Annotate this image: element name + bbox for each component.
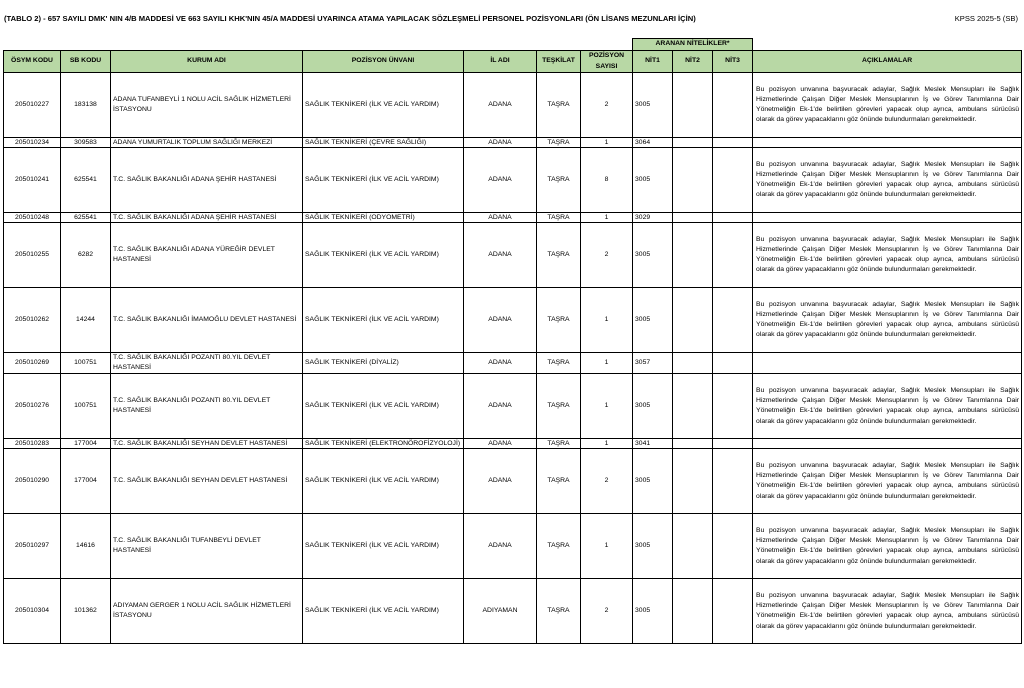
nit1: 3064 (633, 138, 673, 148)
teskilat: TAŞRA (537, 579, 581, 644)
pozisyon-sayisi: 1 (581, 288, 633, 353)
osym-kodu: 205010283 (4, 439, 61, 449)
teskilat: TAŞRA (537, 148, 581, 213)
pozisyon-unvani: SAĞLIK TEKNİKERİ (İLK VE ACİL YARDIM) (303, 374, 464, 439)
nit1: 3057 (633, 353, 673, 374)
sb-kodu: 177004 (61, 449, 111, 514)
pozisyon-unvani: SAĞLIK TEKNİKERİ (İLK VE ACİL YARDIM) (303, 148, 464, 213)
nit1: 3005 (633, 223, 673, 288)
table-row (4, 449, 1022, 514)
nit3 (713, 73, 753, 138)
sb-kodu: 183138 (61, 73, 111, 138)
nit2 (673, 374, 713, 439)
kurum-adi: ADANA YUMURTALIK TOPLUM SAĞLIĞI MERKEZİ (111, 138, 303, 148)
il-adi: ADANA (464, 514, 537, 579)
col-nit3: NİT3 (713, 51, 753, 73)
il-adi: ADANA (464, 439, 537, 449)
aciklama: Bu pozisyon unvanına başvuracak adaylar, Sağlık Meslek Mensupları ile Sağlık Hizmetlerinde Çalışan Diğer Meslek Mensuplarının İş ve Görev Tanımlarına Dair Yönetmeliğin Ek-1'de belirtilen görevleri yapacak olup ayrıca, ambulans sürücüsü olarak da görev yapacaklarını göz önünde bulundurmaları gerekmektedir. (753, 374, 1022, 439)
nit2 (673, 449, 713, 514)
osym-kodu: 205010269 (4, 353, 61, 374)
col-pozisyon-unvani: POZİSYON ÜNVANI (303, 51, 464, 73)
pozisyon-sayisi: 8 (581, 148, 633, 213)
nit3 (713, 514, 753, 579)
nit2 (673, 514, 713, 579)
il-adi: ADANA (464, 374, 537, 439)
aciklama: Bu pozisyon unvanına başvuracak adaylar, Sağlık Meslek Mensupları ile Sağlık Hizmetlerinde Çalışan Diğer Meslek Mensuplarının İş ve Görev Tanımlarına Dair Yönetmeliğin Ek-1'de belirtilen görevleri yapacak olup ayrıca, ambulans sürücüsü olarak da görev yapacaklarını göz önünde bulundurmaları gerekmektedir. (753, 449, 1022, 514)
teskilat: TAŞRA (537, 138, 581, 148)
aciklama: Bu pozisyon unvanına başvuracak adaylar, Sağlık Meslek Mensupları ile Sağlık Hizmetlerinde Çalışan Diğer Meslek Mensuplarının İş ve Görev Tanımlarına Dair Yönetmeliğin Ek-1'de belirtilen görevleri yapacak olup ayrıca, ambulans sürücüsü olarak da görev yapacaklarını göz önünde bulundurmaları gerekmektedir. (753, 223, 1022, 288)
aciklama: Bu pozisyon unvanına başvuracak adaylar, Sağlık Meslek Mensupları ile Sağlık Hizmetlerinde Çalışan Diğer Meslek Mensuplarının İş ve Görev Tanımlarına Dair Yönetmeliğin Ek-1'de belirtilen görevleri yapacak olup ayrıca, ambulans sürücüsü olarak da görev yapacaklarını göz önünde bulundurmaları gerekmektedir. (753, 288, 1022, 353)
nit3 (713, 449, 753, 514)
osym-kodu: 205010290 (4, 449, 61, 514)
nit1: 3041 (633, 439, 673, 449)
osym-kodu: 205010255 (4, 223, 61, 288)
il-adi: ADIYAMAN (464, 579, 537, 644)
header-spacer (4, 39, 633, 51)
kurum-adi: T.C. SAĞLIK BAKANLIĞI ADANA ŞEHİR HASTANESİ (111, 213, 303, 223)
teskilat: TAŞRA (537, 213, 581, 223)
kurum-adi: T.C. SAĞLIK BAKANLIĞI TUFANBEYLİ DEVLET HASTANESİ (111, 514, 303, 579)
nit3 (713, 148, 753, 213)
nit3 (713, 288, 753, 353)
pozisyon-sayisi: 1 (581, 374, 633, 439)
aciklama-empty (753, 138, 1022, 148)
sb-kodu: 6282 (61, 223, 111, 288)
aciklama-empty (753, 353, 1022, 374)
pozisyon-unvani: SAĞLIK TEKNİKERİ (İLK VE ACİL YARDIM) (303, 223, 464, 288)
pozisyon-sayisi: 1 (581, 514, 633, 579)
sb-kodu: 14244 (61, 288, 111, 353)
aciklama-empty (753, 439, 1022, 449)
nit2 (673, 439, 713, 449)
aciklama: Bu pozisyon unvanına başvuracak adaylar, Sağlık Meslek Mensupları ile Sağlık Hizmetlerinde Çalışan Diğer Meslek Mensuplarının İş ve Görev Tanımlarına Dair Yönetmeliğin Ek-1'de belirtilen görevleri yapacak olup ayrıca, ambulans sürücüsü olarak da görev yapacaklarını göz önünde bulundurmaları gerekmektedir. (753, 514, 1022, 579)
kurum-adi: T.C. SAĞLIK BAKANLIĞI SEYHAN DEVLET HASTANESİ (111, 449, 303, 514)
col-aciklamalar: AÇIKLAMALAR (753, 51, 1022, 73)
aciklama: Bu pozisyon unvanına başvuracak adaylar, Sağlık Meslek Mensupları ile Sağlık Hizmetlerinde Çalışan Diğer Meslek Mensuplarının İş ve Görev Tanımlarına Dair Yönetmeliğin Ek-1'de belirtilen görevleri yapacak olup ayrıca, ambulans sürücüsü olarak da görev yapacaklarını göz önünde bulundurmaları gerekmektedir. (753, 73, 1022, 138)
osym-kodu: 205010304 (4, 579, 61, 644)
osym-kodu: 205010248 (4, 213, 61, 223)
table-row (4, 374, 1022, 439)
sb-kodu: 625541 (61, 213, 111, 223)
kurum-adi: ADIYAMAN GERGER 1 NOLU ACİL SAĞLIK HİZMETLERİ İSTASYONU (111, 579, 303, 644)
kurum-adi: T.C. SAĞLIK BAKANLIĞI POZANTI 80.YIL DEVLET HASTANESİ (111, 353, 303, 374)
nit1: 3005 (633, 73, 673, 138)
nit1: 3005 (633, 449, 673, 514)
nit2 (673, 148, 713, 213)
pozisyon-sayisi: 2 (581, 449, 633, 514)
nit3 (713, 138, 753, 148)
aciklama: Bu pozisyon unvanına başvuracak adaylar, Sağlık Meslek Mensupları ile Sağlık Hizmetlerinde Çalışan Diğer Meslek Mensuplarının İş ve Görev Tanımlarına Dair Yönetmeliğin Ek-1'de belirtilen görevleri yapacak olup ayrıca, ambulans sürücüsü olarak da görev yapacaklarını göz önünde bulundurmaları gerekmektedir. (753, 148, 1022, 213)
nit2 (673, 138, 713, 148)
sb-kodu: 625541 (61, 148, 111, 213)
pozisyon-sayisi: 1 (581, 213, 633, 223)
osym-kodu: 205010241 (4, 148, 61, 213)
il-adi: ADANA (464, 148, 537, 213)
pozisyon-sayisi: 1 (581, 439, 633, 449)
nit1: 3005 (633, 579, 673, 644)
pozisyon-unvani: SAĞLIK TEKNİKERİ (ELEKTRONÖROFİZYOLOJİ) (303, 439, 464, 449)
table-row (4, 288, 1022, 353)
teskilat: TAŞRA (537, 514, 581, 579)
pozisyon-unvani: SAĞLIK TEKNİKERİ (DİYALİZ) (303, 353, 464, 374)
aciklama: Bu pozisyon unvanına başvuracak adaylar, Sağlık Meslek Mensupları ile Sağlık Hizmetlerinde Çalışan Diğer Meslek Mensuplarının İş ve Görev Tanımlarına Dair Yönetmeliğin Ek-1'de belirtilen görevleri yapacak olup ayrıca, ambulans sürücüsü olarak da görev yapacaklarını göz önünde bulundurmaları gerekmektedir. (753, 579, 1022, 644)
header-spacer-right (753, 39, 1022, 51)
nit2 (673, 353, 713, 374)
il-adi: ADANA (464, 449, 537, 514)
teskilat: TAŞRA (537, 288, 581, 353)
aciklama-empty (753, 213, 1022, 223)
osym-kodu: 205010234 (4, 138, 61, 148)
osym-kodu: 205010297 (4, 514, 61, 579)
pozisyon-unvani: SAĞLIK TEKNİKERİ (ODYOMETRİ) (303, 213, 464, 223)
teskilat: TAŞRA (537, 374, 581, 439)
nit2 (673, 579, 713, 644)
teskilat: TAŞRA (537, 449, 581, 514)
kurum-adi: T.C. SAĞLIK BAKANLIĞI ADANA YÜREĞİR DEVLET HASTANESİ (111, 223, 303, 288)
table-row (4, 148, 1022, 213)
col-kurum-adi: KURUM ADI (111, 51, 303, 73)
kurum-adi: ADANA TUFANBEYLİ 1 NOLU ACİL SAĞLIK HİZMETLERİ İSTASYONU (111, 73, 303, 138)
nit3 (713, 353, 753, 374)
nit2 (673, 288, 713, 353)
nit3 (713, 374, 753, 439)
table-row (4, 223, 1022, 288)
nit3 (713, 439, 753, 449)
teskilat: TAŞRA (537, 439, 581, 449)
pozisyon-unvani: SAĞLIK TEKNİKERİ (İLK VE ACİL YARDIM) (303, 73, 464, 138)
kurum-adi: T.C. SAĞLIK BAKANLIĞI POZANTI 80.YIL DEVLET HASTANESİ (111, 374, 303, 439)
pozisyon-sayisi: 1 (581, 353, 633, 374)
nit3 (713, 223, 753, 288)
il-adi: ADANA (464, 213, 537, 223)
sb-kodu: 100751 (61, 374, 111, 439)
col-nit2: NİT2 (673, 51, 713, 73)
sb-kodu: 14616 (61, 514, 111, 579)
table-row (4, 514, 1022, 579)
col-nit1: NİT1 (633, 51, 673, 73)
il-adi: ADANA (464, 223, 537, 288)
pozisyon-sayisi: 2 (581, 223, 633, 288)
il-adi: ADANA (464, 138, 537, 148)
pozisyon-sayisi: 1 (581, 138, 633, 148)
pozisyon-sayisi: 2 (581, 579, 633, 644)
kurum-adi: T.C. SAĞLIK BAKANLIĞI ADANA ŞEHİR HASTANESİ (111, 148, 303, 213)
osym-kodu: 205010227 (4, 73, 61, 138)
pozisyon-unvani: SAĞLIK TEKNİKERİ (İLK VE ACİL YARDIM) (303, 449, 464, 514)
col-pozisyon-sayisi: POZİSYON SAYISI (581, 51, 633, 73)
page-title: (TABLO 2) - 657 SAYILI DMK' NIN 4/B MADDESİ VE 663 SAYILI KHK'NIN 45/A MADDESİ UYARINCA ATAMA YAPILACAK SÖZLEŞMELİ PERSONEL POZİSYONLARI (ÖN LİSANS MEZUNLARI İÇİN) (4, 14, 696, 23)
il-adi: ADANA (464, 353, 537, 374)
positions-table (3, 38, 1022, 644)
kurum-adi: T.C. SAĞLIK BAKANLIĞI İMAMOĞLU DEVLET HASTANESİ (111, 288, 303, 353)
table-row (4, 353, 1022, 374)
nit1: 3005 (633, 148, 673, 213)
nit2 (673, 223, 713, 288)
pozisyon-sayisi: 2 (581, 73, 633, 138)
table-row (4, 439, 1022, 449)
col-sb-kodu: SB KODU (61, 51, 111, 73)
table-row (4, 73, 1022, 138)
pozisyon-unvani: SAĞLIK TEKNİKERİ (İLK VE ACİL YARDIM) (303, 579, 464, 644)
col-teskilat: TEŞKİLAT (537, 51, 581, 73)
nit3 (713, 213, 753, 223)
sb-kodu: 177004 (61, 439, 111, 449)
teskilat: TAŞRA (537, 223, 581, 288)
teskilat: TAŞRA (537, 353, 581, 374)
pozisyon-unvani: SAĞLIK TEKNİKERİ (İLK VE ACİL YARDIM) (303, 288, 464, 353)
col-osym-kodu: ÖSYM KODU (4, 51, 61, 73)
table-row (4, 138, 1022, 148)
sb-kodu: 100751 (61, 353, 111, 374)
kurum-adi: T.C. SAĞLIK BAKANLIĞI SEYHAN DEVLET HASTANESİ (111, 439, 303, 449)
nit1: 3005 (633, 374, 673, 439)
table-row (4, 213, 1022, 223)
nit3 (713, 579, 753, 644)
nit1: 3005 (633, 288, 673, 353)
group-header-nitelikler: ARANAN NİTELİKLER* (633, 39, 753, 51)
nit2 (673, 73, 713, 138)
osym-kodu: 205010262 (4, 288, 61, 353)
nit1: 3029 (633, 213, 673, 223)
nit2 (673, 213, 713, 223)
pozisyon-unvani: SAĞLIK TEKNİKERİ (İLK VE ACİL YARDIM) (303, 514, 464, 579)
nit1: 3005 (633, 514, 673, 579)
osym-kodu: 205010276 (4, 374, 61, 439)
sb-kodu: 309583 (61, 138, 111, 148)
pozisyon-unvani: SAĞLIK TEKNİKERİ (ÇEVRE SAĞLIĞI) (303, 138, 464, 148)
il-adi: ADANA (464, 288, 537, 353)
exam-reference: KPSS 2025-5 (SB) (954, 14, 1018, 23)
il-adi: ADANA (464, 73, 537, 138)
sb-kodu: 101362 (61, 579, 111, 644)
col-il-adi: İL ADI (464, 51, 537, 73)
teskilat: TAŞRA (537, 73, 581, 138)
table-row (4, 579, 1022, 644)
